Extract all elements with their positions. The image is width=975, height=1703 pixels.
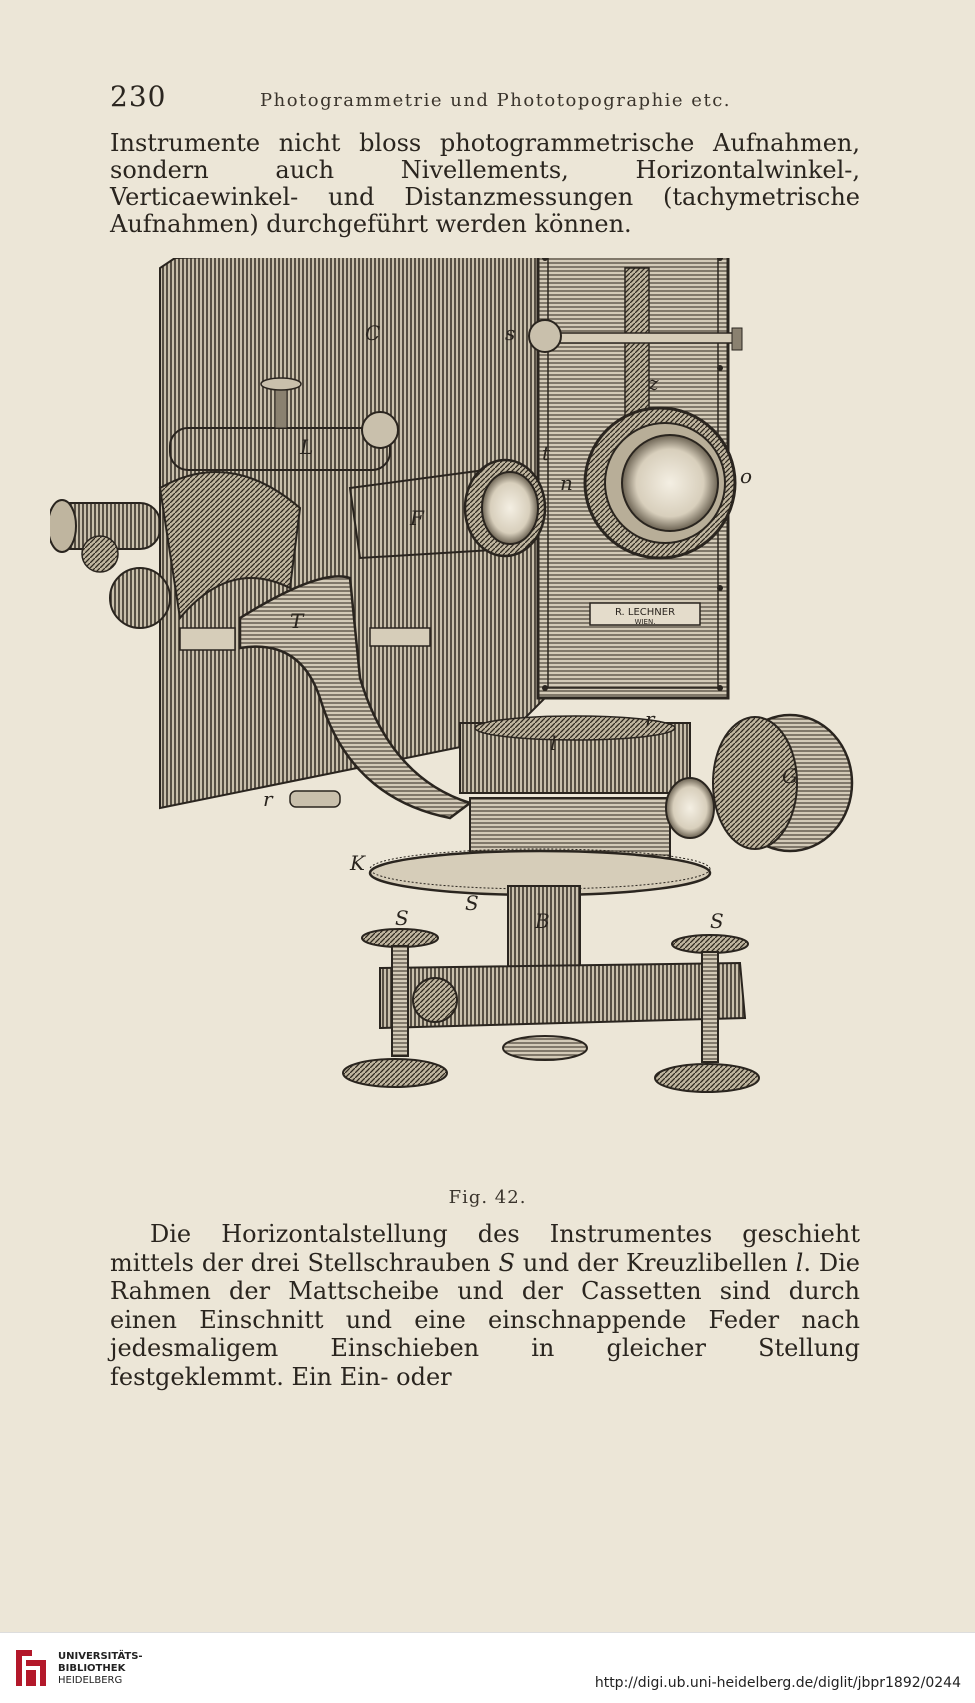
label-G: G <box>782 764 798 788</box>
page-header <box>110 80 870 116</box>
label-B: B <box>535 909 550 933</box>
university-library-logo-icon <box>12 1646 50 1690</box>
text-run: . Die Rahmen der Mattscheibe und der Cassetten sind durch einen Einschnitt und eine einschnappende Feder nach jedesmaligem Einschieben in gleicher Stellung festgeklemmt. Ein Ein- oder <box>110 1248 860 1391</box>
label-L: L <box>300 435 314 459</box>
label-T: T <box>290 609 304 633</box>
text-run: Die Horizontalstellung des Instrumentes geschieht mittels der drei Stellschrauben <box>110 1220 860 1277</box>
symbol-S: S <box>498 1248 515 1277</box>
library-footer <box>0 1632 975 1703</box>
label-r-upper: r <box>645 707 655 731</box>
library-name-line1: UNIVERSITÄTS- <box>58 1651 143 1662</box>
label-S-right: S <box>710 909 724 933</box>
library-name-line2: BIBLIOTHEK <box>58 1663 126 1674</box>
label-z: z <box>648 371 659 395</box>
label-s: s <box>505 321 516 345</box>
figure-42 <box>50 258 910 1178</box>
label-S-center: S <box>465 891 479 915</box>
label-n: n <box>560 471 573 495</box>
label-S-left: S <box>395 906 409 930</box>
label-t: t <box>542 441 551 465</box>
bottom-paragraph <box>110 1220 860 1391</box>
figure-caption: Fig. 42. <box>448 1187 527 1208</box>
symbol-l: l <box>795 1248 804 1277</box>
phototheodolite-engraving <box>50 258 910 1178</box>
text-run: und der Kreuzlibellen <box>514 1248 796 1277</box>
label-o: o <box>740 464 753 488</box>
maker-plate-line2: WIEN. <box>634 618 656 626</box>
library-name-line3: HEIDELBERG <box>58 1675 123 1686</box>
page-number: 230 <box>110 80 167 113</box>
label-K: K <box>350 851 365 875</box>
maker-plate-line1: R. LECHNER <box>614 607 676 618</box>
library-name <box>58 1651 143 1687</box>
label-C: C <box>365 321 381 345</box>
label-r-lower: r <box>263 787 273 811</box>
top-paragraph: Instrumente nicht bloss photogrammetrische Aufnahmen, sondern auch Nivellements, Horizontalwinkel-, Verticaewinkel- und Distanzmessungen (tachymetrische Aufnahmen) durchgeführt werden können. <box>110 129 860 238</box>
permalink-url[interactable]: http://digi.ub.uni-heidelberg.de/diglit/jbpr1892/0244 <box>594 1675 961 1691</box>
label-F: F <box>410 506 424 530</box>
running-title: Photogrammetrie und Phototopographie etc. <box>260 90 731 111</box>
label-l: l <box>550 731 557 755</box>
